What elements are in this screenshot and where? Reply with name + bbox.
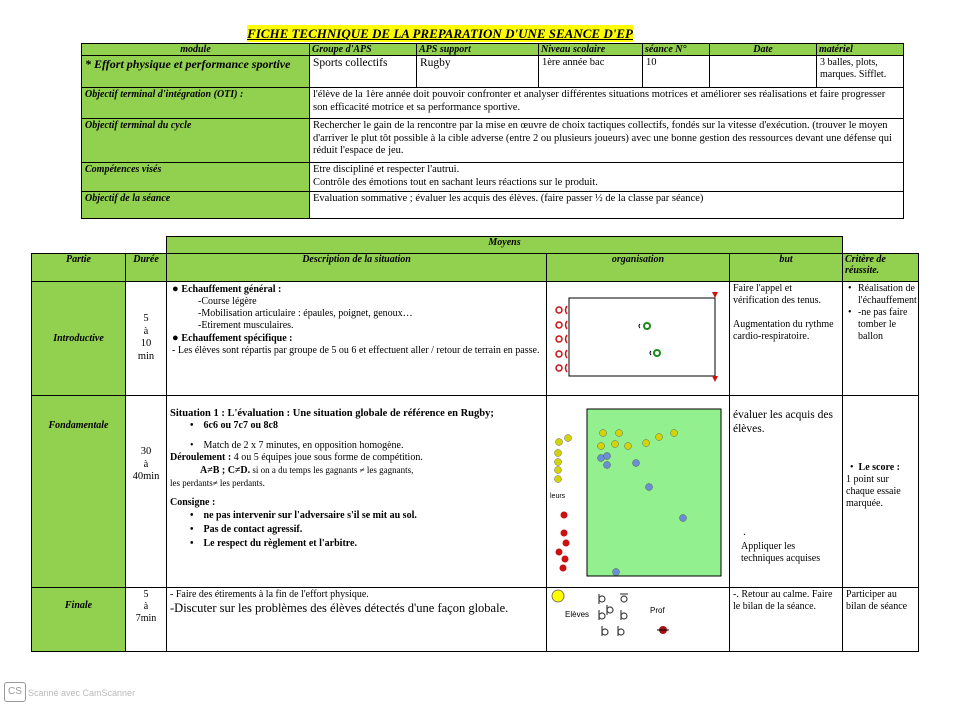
echauffement-specifique-text: - Les élèves sont répartis par groupe de 5 ou 6 et effectuent aller / retour de terrain en passe. (172, 345, 540, 356)
seance-value: 10 (643, 56, 710, 88)
rule-note: si on a du temps les gagnants ≠ les gagnants, (250, 465, 414, 475)
session-table (31, 236, 919, 652)
header-date: Date (710, 44, 817, 56)
row-fondamentale (32, 396, 919, 588)
duree-line: 10 (140, 338, 152, 349)
red-team (556, 512, 570, 572)
match-text: Match de 2 x 7 minutes, en opposition homogène. (203, 440, 404, 451)
competences-text: Etre discipliné et respecter l'autrui. Contrôle des émotions tout en sachant leurs réactions sur le produit. (310, 163, 904, 192)
otc-label: Objectif terminal du cycle (82, 119, 310, 163)
header-partie: Partie (32, 254, 126, 282)
critere-finale: Participer au bilan de séance (843, 588, 919, 652)
niveau-value: 1ère année bac (539, 56, 643, 88)
row-finale (32, 588, 919, 652)
organisation-introductive (547, 282, 730, 396)
header-materiel: matériel (817, 44, 904, 56)
duree-line: 40min (132, 471, 160, 482)
duree-line: à (143, 458, 149, 470)
header-organisation: organisation (547, 254, 730, 282)
header-aps: APS support (417, 44, 539, 56)
partie-introductive: Introductive (32, 282, 126, 396)
list-item: Pas de contact agressif. (203, 524, 303, 535)
header-module: module (82, 44, 310, 56)
but-introductive: Faire l'appel et vérification des tenus. Augmentation du rythme cardio-respiratoire. (730, 282, 843, 396)
cone-icon (712, 376, 718, 382)
oti-text: l'élève de la 1ère année doit pouvoir confronter et analyser différentes situations motrices et améliorer ses réalisations et faire progresser son efficacité motrice et sa performance sportive. (310, 88, 904, 119)
row-introductive (32, 282, 919, 396)
but-bottom: Appliquer les techniques acquises (741, 541, 821, 564)
module-value: * Effort physique et performance sportive (82, 56, 310, 88)
students-icon (599, 594, 628, 636)
duree-line: 7min (135, 613, 157, 624)
rugby-field (587, 409, 721, 576)
partie-finale: Finale (32, 588, 126, 652)
ball-icon (552, 590, 564, 602)
echauffement-general-heading: Echauffement général : (181, 284, 282, 295)
formats: 6c6 ou 7c7 ou 8c8 (203, 420, 278, 431)
header-description: Description de la situation (167, 254, 547, 282)
otc-text: Rechercher le gain de la rencontre par la mise en œuvre de choix tactiques collectifs, fondés sur la vitesse d'exécution. (trouver le moyen d'arriver le plut tôt possible à la cible adverse (entre 2 ou plusieurs joueurs) avec une bonne gestion des ressources devant une défense qui réduit l'espace de jeu. (310, 119, 904, 163)
oti-label: Objectif terminal d'intégration (OTI) : (82, 88, 310, 119)
moyens-label: Moyens (167, 237, 843, 254)
but-finale: -. Retour au calme. Faire le bilan de la séance. (730, 588, 843, 652)
critere-fondamentale: • Le score : 1 point sur chaque essaie marquée. (843, 396, 919, 588)
header-groupe: Groupe d'APS (310, 44, 417, 56)
finale-desc-2: -Discuter sur les problèmes des élèves détectés d'une façon globale. (170, 601, 509, 615)
description-fondamentale: Situation 1 : L'évaluation : Une situation globale de référence en Rugby; • 6c6 ou 7c7 ou 8c8 • Match de 2 x 7 minutes, en opposition homogène. Déroulement : 4 ou 5 équipes joue sous forme de compétition. A≠B ; C≠D. si on a du temps les gagnants ≠ les gagnants, les perdants≠ les perdants. Consigne : • ne pas intervenir sur l'adversaire s'il se mit au sol. • Pas de contact agressif. • Le respect du règlement et l'arbitre. (167, 396, 547, 588)
but-top: évaluer les acquis des élèves. (733, 409, 833, 435)
consigne-label: Consigne : (170, 497, 216, 508)
date-value (710, 56, 817, 88)
groupe-value: Sports collectifs (310, 56, 417, 88)
duree-line: 30 (140, 446, 152, 457)
header-seance: séance N° (643, 44, 710, 56)
organisation-fondamentale (547, 396, 730, 588)
duree-line: 5 (143, 589, 149, 600)
objectif-seance-label: Objectif de la séance (82, 192, 310, 219)
warmup-diagram (547, 282, 730, 390)
list-item: • -ne pas faire tomber le ballon (848, 307, 915, 343)
list-item: • Réalisation de l'échauffement (848, 283, 915, 307)
header-niveau: Niveau scolaire (539, 44, 643, 56)
cone-icon (712, 292, 718, 298)
eleves-label: Elèves (565, 610, 590, 619)
list-item: Le respect du règlement et l'arbitre. (203, 538, 357, 549)
score-label: Le score : (858, 462, 900, 473)
consignes-list: • ne pas intervenir sur l'adversaire s'il se mit au sol. • Pas de contact agressif. • Le respect du règlement et l'arbitre. (190, 510, 417, 549)
match-diagram (547, 396, 730, 582)
partie-fondamentale: Fondamentale (32, 396, 126, 588)
list-item: -Mobilisation articulaire : épaules, poignet, genoux… (198, 308, 413, 319)
critere-introductive (843, 282, 919, 396)
competences-label: Compétences visés (82, 163, 310, 192)
prof-label: Prof (650, 606, 665, 615)
warmup-field (569, 298, 715, 376)
finale-desc-1: - Faire des étirements à la fin de l'effort physique. (170, 589, 369, 600)
rule-note-2: les perdants≠ les perdants. (170, 478, 265, 488)
organisation-finale (547, 588, 730, 652)
cooldown-diagram (547, 588, 730, 646)
description-introductive: ● Echauffement général : -Course légère -Mobilisation articulaire : épaules, poignet, genoux… -Etirement musculaires. ● Echauffement spécifique : - Les élèves sont répartis par groupe de 5 ou 6 et effectuent aller / retour de terrain en passe. (167, 282, 547, 396)
scanner-watermark: Scanné avec CamScanner (28, 688, 136, 698)
echauffement-general-list (170, 296, 543, 332)
header-but: but (730, 254, 843, 282)
objectif-seance-text: Evaluation sommative ; évaluer les acquis des élèves. (faire passer ½ de la classe par séance) (310, 192, 904, 219)
materiel-value: 3 balles, plots, marques. Sifflet. (817, 56, 904, 88)
situation-title: Situation 1 : L'évaluation : Une situation globale de référence en Rugby; (170, 408, 494, 419)
score-text: 1 point sur chaque essaie marquée. (846, 474, 901, 509)
rule-text: A≠B ; C≠D. (200, 465, 251, 476)
echauffement-specifique-heading: Echauffement spécifique : (181, 333, 293, 344)
header-critere: Critère de réussite. (843, 254, 919, 282)
list-item: -Etirement musculaires. (198, 320, 294, 331)
organisation-label: leurs (550, 493, 566, 500)
info-table (81, 43, 904, 219)
duree-line: à (143, 601, 149, 612)
duree-fondamentale (126, 396, 167, 588)
duree-line: à (143, 325, 149, 337)
aps-value: Rugby (417, 56, 539, 88)
description-finale (167, 588, 547, 652)
player-group-icon (556, 306, 567, 372)
duree-line: 5 (143, 313, 149, 324)
list-item: -Course légère (198, 296, 257, 307)
page-title: FICHE TECHNIQUE DE LA PREPARATION D'UNE SEANCE D'EP (247, 26, 633, 41)
duree-finale (126, 588, 167, 652)
duree-line: min (137, 350, 155, 362)
deroulement-text: 4 ou 5 équipes joue sous forme de compétition. (231, 452, 423, 463)
moving-player-icon (639, 322, 661, 357)
camscanner-logo-icon: CS (4, 682, 26, 702)
header-duree: Durée (126, 254, 167, 282)
but-fondamentale: évaluer les acquis des élèves. . Appliquer les techniques acquises (730, 396, 843, 588)
list-item: ne pas intervenir sur l'adversaire s'il se mit au sol. (203, 510, 417, 521)
duree-introductive (126, 282, 167, 396)
deroulement-label: Déroulement : (170, 452, 232, 463)
